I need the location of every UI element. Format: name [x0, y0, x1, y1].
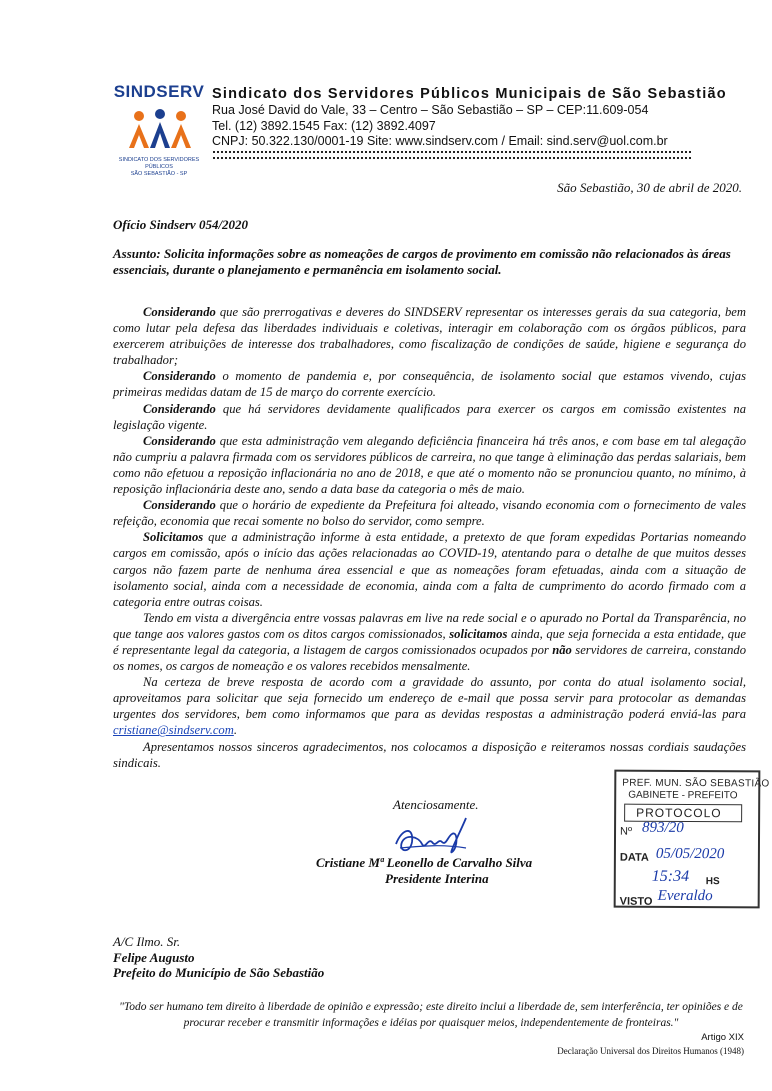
paragraph-text: Apresentamos nossos sinceros agradecimentos, nos colocamos a disposição e reiteramos nossas cordiais saudações sindicais. [113, 739, 746, 770]
paragraph-text: que esta administração vem alegando deficiência financeira há três anos, e com base em tal alegação não cumpriu a palavra firmada com os servidores públicos de carreira, no que tange à eliminação das perdas salariais, bem como não efetuou a reposição inflacionária no ano de 2018, e que até o momento não se pronunciou quanto, no mínimo, à reposição inflacionária deste ano, sendo a data base da categoria o mês de maio. [113, 433, 746, 497]
stamp-number-label: Nº [620, 825, 633, 838]
paragraph-text: o momento de pandemia e, por consequência, de isolamento social que estamos vivendo, cujas primeiras medidas datam de 15 de março do corrente exercício. [113, 369, 746, 400]
paragraph-lead: Considerando [143, 401, 216, 416]
footer-declaration: Declaração Universal dos Direitos Humanos (1948) [557, 1046, 744, 1056]
letter-body [113, 304, 746, 771]
stamp-line-protocol: PROTOCOLO [636, 805, 722, 821]
letter-date: São Sebastião, 30 de abril de 2020. [557, 180, 742, 195]
stamp-date-label: DATA [619, 851, 649, 864]
stamp-number-value: 893/20 [642, 819, 684, 836]
paragraph-text: servidores de carreira, constando os nomes, os cargos de nomeação e os valores recebidos mensalmente. [113, 642, 746, 674]
paragraph [113, 497, 746, 529]
paragraph-emphasis: não [552, 642, 572, 657]
paragraph-emphasis: solicitamos [449, 626, 508, 641]
organization-address: Rua José David do Vale, 33 – Centro – São Sebastião – SP – CEP:11.609-054 [212, 103, 649, 117]
paragraph [113, 674, 746, 738]
logo-title: SINDSERV [113, 82, 205, 101]
stamp-visto-value: Everaldo [657, 887, 713, 905]
paragraph-lead: Considerando [143, 305, 216, 319]
paragraph [113, 433, 746, 497]
paragraph [113, 368, 746, 400]
paragraph-text: ainda, que seja fornecida a esta entidade, que é representante legal da categoria, a listagem de cargos comissionados ocupados por [113, 626, 746, 657]
paragraph-text: Na certeza de breve resposta de acordo com a gravidade do assunto, por conta do atual isolamento social, aproveitamos para solicitar que seja fornecido um endereço de e-mail que possa servir para protocolar as demandas urgentes dos servidores, bem como informamos que para as devidas respostas a administração poderá enviá-las para [113, 675, 746, 722]
addressee-title: Prefeito do Município de São Sebastião [113, 965, 325, 980]
paragraph-lead: Solicitamos [143, 530, 204, 545]
paragraph-text: que há servidores devidamente qualificados para exercer os cargos em comissão existentes na legislação vigente. [113, 401, 746, 432]
email-link[interactable]: cristiane@sindserv.com [113, 723, 234, 738]
paragraph [113, 304, 746, 368]
letter-subject: Assunto: Solicita informações sobre as nomeações de cargos de provimento em comissão não relacionados às áreas essenciais, durante o planejamento e permanência em isolamento social. [113, 246, 731, 277]
letter-closing: Atenciosamente. [393, 797, 479, 812]
addressee-name: Felipe Augusto [113, 950, 195, 965]
stamp-visto-label: VISTO [619, 895, 653, 908]
protocol-stamp [614, 770, 770, 911]
paragraph [113, 401, 746, 433]
paragraph-lead: Considerando [143, 498, 216, 513]
logo-figures-icon [125, 108, 195, 156]
paragraph-lead: Considerando [143, 433, 216, 448]
header-divider [213, 151, 691, 159]
footer-quote: "Todo ser humano tem direito à liberdade de opinião e expressão; este direito inclui a liberdade de, sem interferência, ter opiniões e de procurar receber e transmitir informações e idéias por quaisquer meios, independentemente de fronteiras." [119, 1001, 743, 1029]
addressee-prefix: A/C Ilmo. Sr. [113, 934, 181, 949]
stamp-date-value: 05/05/2020 [655, 845, 725, 863]
logo-location: SÃO SEBASTIÃO - SP [130, 171, 188, 177]
paragraph-text: . [233, 723, 237, 738]
stamp-line-office: GABINETE - PREFEITO [628, 789, 738, 802]
stamp-line-prefecture: PREF. MUN. SÃO SEBASTIÃO [622, 777, 770, 790]
paragraph [113, 529, 746, 609]
organization-phone: Tel. (12) 3892.1545 Fax: (12) 3892.4097 [212, 119, 436, 133]
paragraph-text: Tendo em vista a divergência entre vossas palavras em live na rede social e o apurado no Portal da Transparência, no que tange aos valores gastos com os ditos cargos comissionados, [113, 610, 746, 641]
signer-name: Cristiane Mª Leonello de Carvalho Silva [316, 855, 533, 870]
sindserv-logo [113, 82, 205, 180]
paragraph-text: que a administração informe à esta entidade, a pretexto de que foram expedidas Portarias nomeando cargos em comissão, após o início das ações relacionadas ao COVID-19, atentando para o detalhe de que muitos desses cargos não fazem parte de nenhuma área essencial e que as nomeações foram efetuadas, ainda com a situação de isolamento social, ainda com a necessidade de economia, ainda com a falta de cumprimento do acordo firmado com a categoria entre outras coisas. [113, 530, 746, 609]
signer-role: Presidente Interina [385, 871, 489, 886]
stamp-hours-label: HS [705, 876, 720, 888]
paragraph-lead: Considerando [143, 369, 216, 384]
paragraph [113, 610, 746, 674]
letter-reference: Ofício Sindserv 054/2020 [113, 217, 249, 232]
stamp-time-value: 15:34 [651, 867, 690, 886]
paragraph [113, 739, 746, 771]
organization-cnpj-contact: CNPJ: 50.322.130/0001-19 Site: www.sindserv.com / Email: sind.serv@uol.com.br [212, 134, 668, 148]
logo-subtitle: SINDICATO DOS SERVIDORES PÚBLICOS [118, 157, 200, 170]
paragraph-text: que o horário de expediente da Prefeitura foi alteado, visando economia com o fornecimento de vales refeição, economia que recai somente no bolso do servidor, como sempre. [113, 498, 746, 529]
footer-article: Artigo XIX [701, 1032, 744, 1043]
paragraph-text: que são prerrogativas e deveres do SINDSERV representar os interesses gerais da sua categoria, bem como lutar pela defesa das liberdades individuais e coletivas, interagir em colaboração com os órgãos públicos, para exercerem atribuições de interesse dos trabalhadores, como fiscalização de condições de saúde, higiene e segurança do trabalhador; [113, 305, 746, 368]
organization-name: Sindicato dos Servidores Públicos Municipais de São Sebastião [212, 86, 727, 102]
